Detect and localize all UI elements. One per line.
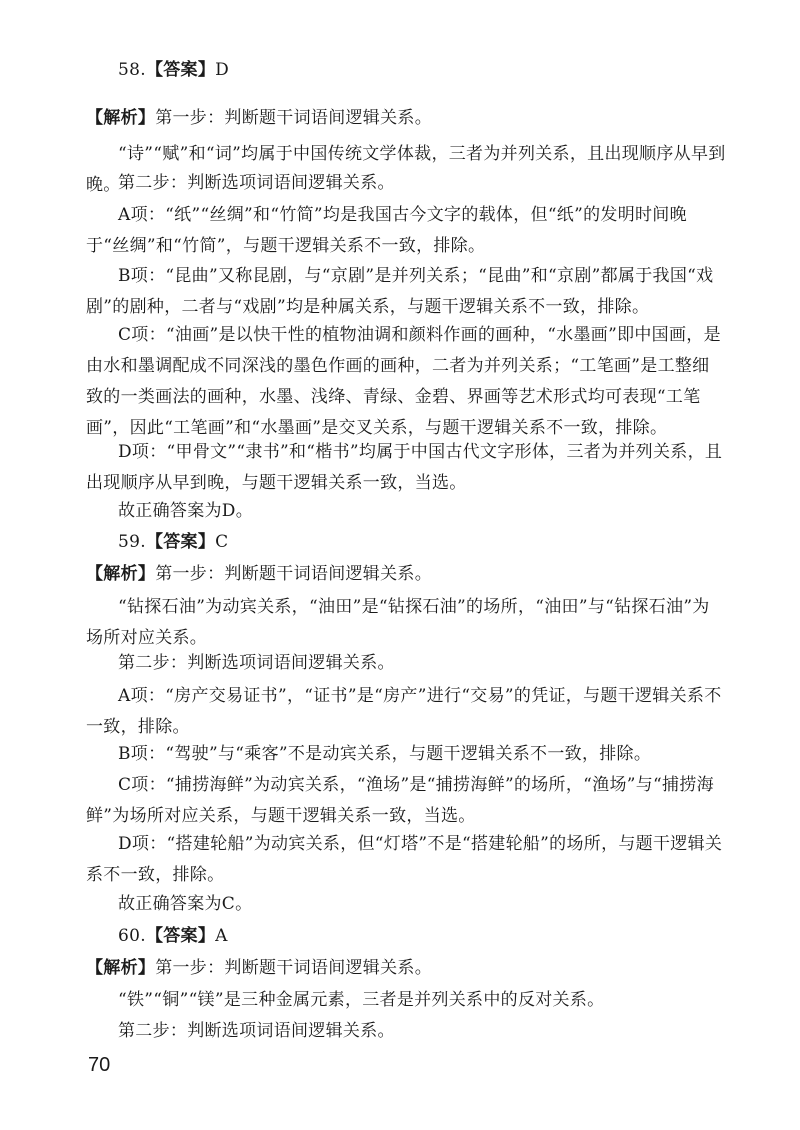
page-number: 70 (88, 1054, 111, 1076)
option-c-58: C项：“油画”是以快干性的植物油调和颜料作画的画种，“水墨画”即中国画，是由水和墨调配成不同深浅的墨色作画的画种，二者为并列关系；“工笔画”是工整细致的一类画法的画种，水墨、浅绛、青绿、金碧、界画等艺术形式均可表现“工笔画”，因此“工笔画”和“水墨画”是交叉关系，与题干逻辑关系不一致，排除。 (86, 325, 721, 438)
answer-tag: 【答案】 (145, 532, 216, 552)
analysis-step1-60 (86, 953, 726, 984)
option-c-59: C项：“捕捞海鲜”为动宾关系，“渔场”是“捕捞海鲜”的场所，“渔场”与“捕捞海鲜”为场所对应关系，与题干逻辑关系一致，当选。 (86, 775, 714, 826)
answer-value: C (215, 532, 229, 552)
answer-number: 58. (118, 60, 146, 80)
answer-heading-59 (118, 527, 758, 558)
option-d-59: D项：“搭建轮船”为动宾关系，但“灯塔”不是“搭建轮船”的场所，与题干逻辑关系不一致，排除。 (86, 834, 723, 885)
conclusion-59: 故正确答案为C。 (118, 894, 253, 914)
answer-heading-60 (118, 921, 758, 952)
answer-value: A (215, 926, 228, 946)
analysis-step2-58: 第二步：判断选项词语间逻辑关系。 (118, 173, 395, 193)
analysis-tag: 【解析】 (86, 958, 156, 978)
step-text: 第一步：判断题干词语间逻辑关系。 (155, 564, 433, 584)
answer-number: 59. (118, 532, 146, 552)
step-text: 第一步：判断题干词语间逻辑关系。 (155, 958, 433, 978)
answer-heading-58 (118, 55, 758, 86)
conclusion-58: 故正确答案为D。 (118, 501, 254, 521)
analysis-step1-58 (86, 103, 726, 134)
analysis-tag: 【解析】 (86, 564, 156, 584)
stem-analysis-60: “铁”“铜”“镁”是三种金属元素，三者是并列关系中的反对关系。 (118, 990, 605, 1010)
stem-analysis-59: “钻探石油”为动宾关系，“油田”是“钻探石油”的场所，“油田”与“钻探石油”为场所对应关系。 (86, 597, 710, 648)
analysis-step2-59: 第二步：判断选项词语间逻辑关系。 (118, 653, 395, 673)
analysis-step1-59 (86, 559, 726, 590)
answer-value: D (215, 60, 230, 80)
analysis-step2-60: 第二步：判断选项词语间逻辑关系。 (118, 1021, 395, 1041)
analysis-tag: 【解析】 (86, 108, 156, 128)
option-d-58: D项：“甲骨文”“隶书”和“楷书”均属于中国古代文字形体，三者为并列关系，且出现顺序从早到晚，与题干逻辑关系一致，当选。 (86, 442, 723, 493)
answer-tag: 【答案】 (145, 60, 216, 80)
answer-number: 60. (118, 926, 146, 946)
step-text: 第一步：判断题干词语间逻辑关系。 (155, 108, 433, 128)
option-a-59: A项：“房产交易证书”，“证书”是“房产”进行“交易”的凭证，与题干逻辑关系不一致，排除。 (86, 686, 722, 737)
option-a-58: A项：“纸”“丝绸”和“竹简”均是我国古今文字的载体，但“纸”的发明时间晚于“丝绸”和“竹简”，与题干逻辑关系不一致，排除。 (86, 205, 687, 256)
option-b-58: B项：“昆曲”又称昆剧，与“京剧”是并列关系；“昆曲”和“京剧”都属于我国“戏剧”的剧种，二者与“戏剧”均是种属关系，与题干逻辑关系不一致，排除。 (86, 266, 714, 317)
option-b-59: B项：“驾驶”与“乘客”不是动宾关系，与题干逻辑关系不一致，排除。 (118, 744, 652, 764)
answer-tag: 【答案】 (145, 926, 216, 946)
stem-analysis-58: “诗”“赋”和“词”均属于中国传统文学体裁，三者为并列关系，且出现顺序从早到晚。 (86, 144, 726, 195)
